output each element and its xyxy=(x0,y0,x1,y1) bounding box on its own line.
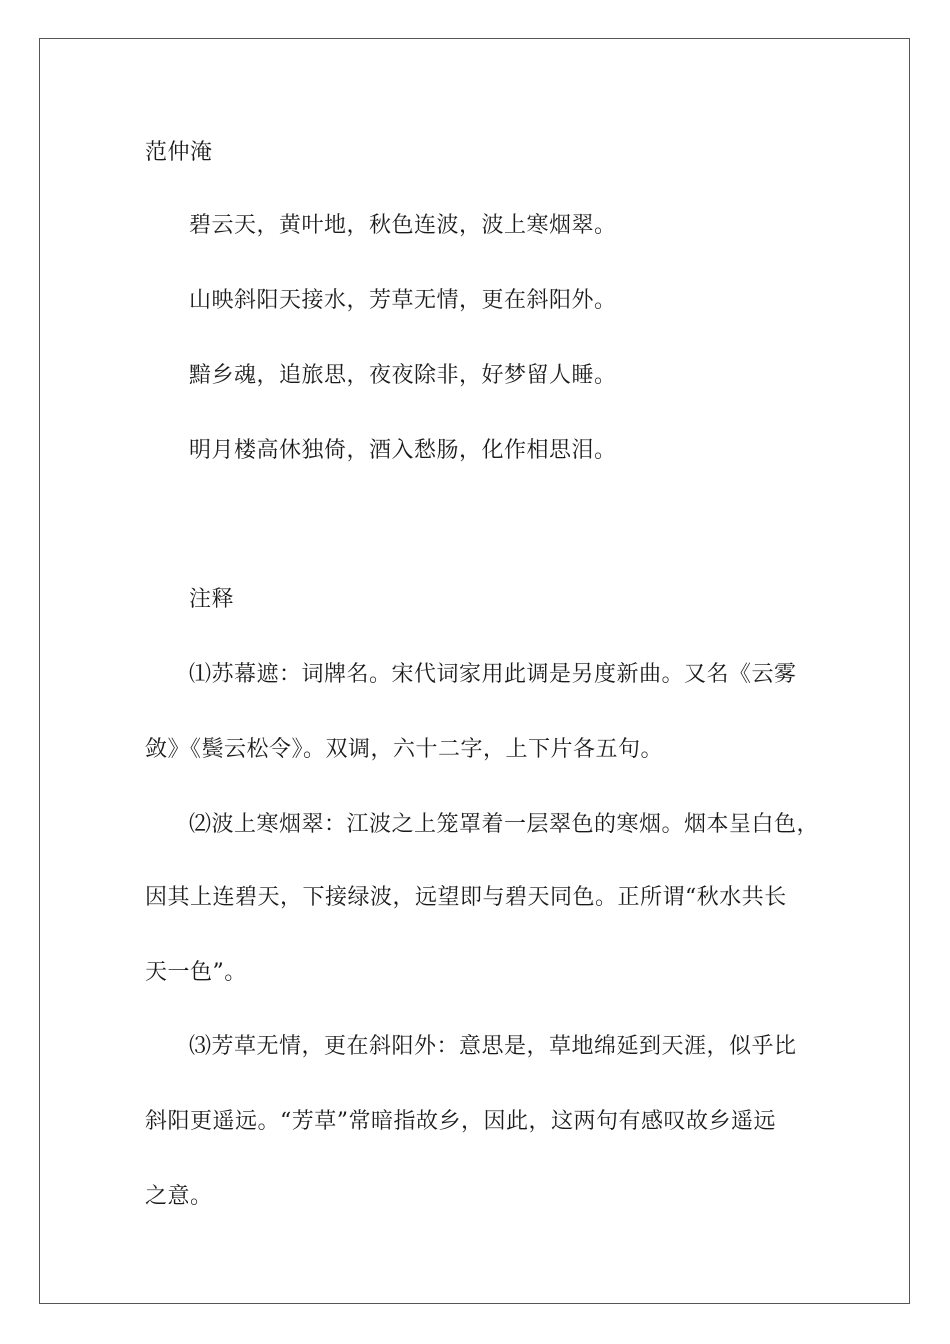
note-line: 因其上连碧天，下接绿波，远望即与碧天同色。正所谓“秋水共长 xyxy=(145,885,787,910)
note-line: ⑴苏幕遮：词牌名。宋代词家用此调是另度新曲。又名《云雾 xyxy=(189,662,797,687)
note-line: 天一色”。 xyxy=(145,960,247,985)
poem-line: 碧云天，黄叶地，秋色连波，波上寒烟翠。 xyxy=(189,213,617,238)
note-line: ⑶芳草无情，更在斜阳外：意思是，草地绵延到天涯，似乎比 xyxy=(189,1034,797,1059)
note-line: 敛》《鬓云松令》。双调，六十二字，上下片各五句。 xyxy=(145,737,664,762)
notes-heading: 注释 xyxy=(189,587,235,612)
note-line: 之意。 xyxy=(145,1184,213,1209)
poem-line: 黯乡魂，追旅思，夜夜除非，好梦留人睡。 xyxy=(189,363,617,388)
poem-line: 明月楼高休独倚，酒入愁肠，化作相思泪。 xyxy=(189,438,617,463)
poem-line: 山映斜阳天接水，芳草无情，更在斜阳外。 xyxy=(189,288,617,313)
author-name: 范仲淹 xyxy=(145,140,213,165)
note-line: ⑵波上寒烟翠：江波之上笼罩着一层翠色的寒烟。烟本呈白色， xyxy=(189,812,820,837)
note-line: 斜阳更遥远。“芳草”常暗指故乡，因此，这两句有感叹故乡遥远 xyxy=(145,1109,776,1134)
